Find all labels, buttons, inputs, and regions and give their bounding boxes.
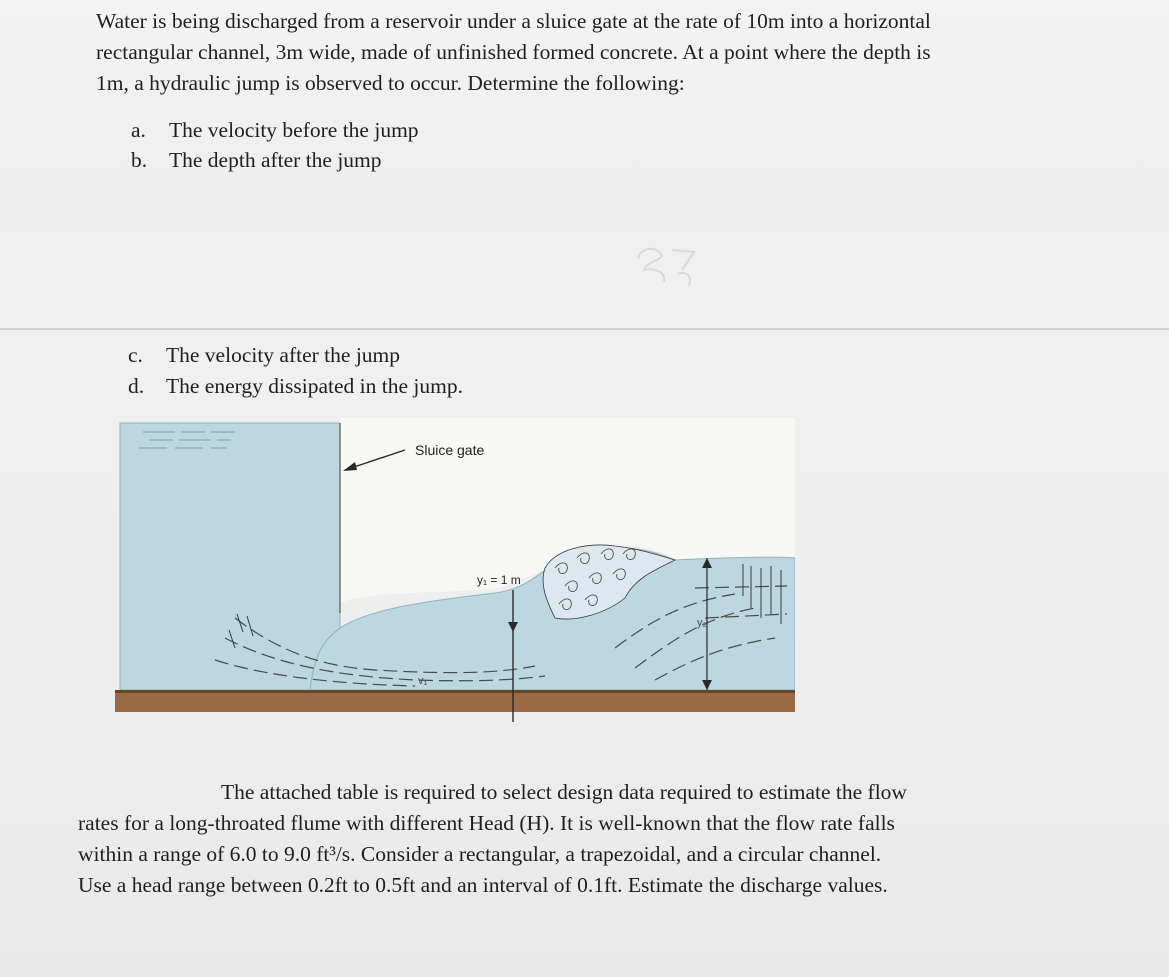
hydraulic-jump-diagram (115, 418, 795, 724)
reservoir-water (120, 423, 340, 690)
list-label: c. (128, 343, 143, 367)
second-problem-line: The attached table is required to select design data required to estimate the flow (221, 780, 907, 804)
list-item-c (128, 340, 400, 370)
list-label: d. (128, 374, 145, 398)
second-problem-line: within a range of 6.0 to 9.0 ft³/s. Consider a rectangular, a trapezoidal, and a circular channel. (78, 842, 882, 866)
list-label: a. (131, 118, 146, 142)
sluice-gate-label: Sluice gate (415, 442, 485, 458)
channel-bed (115, 690, 795, 712)
y1-label: y₁ = 1 m (477, 573, 521, 587)
second-problem-line: Use a head range between 0.2ft to 0.5ft and an interval of 0.1ft. Estimate the discharge values. (78, 873, 888, 897)
list-text: The depth after the jump (169, 148, 382, 172)
list-label: b. (131, 148, 148, 172)
v1-label: v₁ (418, 675, 428, 687)
second-problem-line: rates for a long-throated flume with different Head (H). It is well-known that the flow rate falls (78, 811, 895, 835)
problem-paragraph (96, 6, 1096, 99)
problem-line: Water is being discharged from a reservoir under a sluice gate at the rate of 10m into a horizontal (96, 9, 931, 33)
list-text: The velocity before the jump (169, 118, 419, 142)
y2-label: y₂ (697, 617, 707, 629)
list-text: The energy dissipated in the jump. (166, 374, 463, 398)
problem-line: rectangular channel, 3m wide, made of unfinished formed concrete. At a point where the depth is (96, 40, 931, 64)
list-item-a (131, 115, 419, 145)
channel-bed-top-edge (115, 690, 795, 693)
second-problem-paragraph (78, 777, 1078, 901)
list-text: The velocity after the jump (166, 343, 401, 367)
list-item-d (128, 371, 463, 401)
problem-line: 1m, a hydraulic jump is observed to occur. Determine the following: (96, 71, 685, 95)
list-item-b (131, 145, 382, 175)
faint-stamp-mark (628, 240, 704, 298)
